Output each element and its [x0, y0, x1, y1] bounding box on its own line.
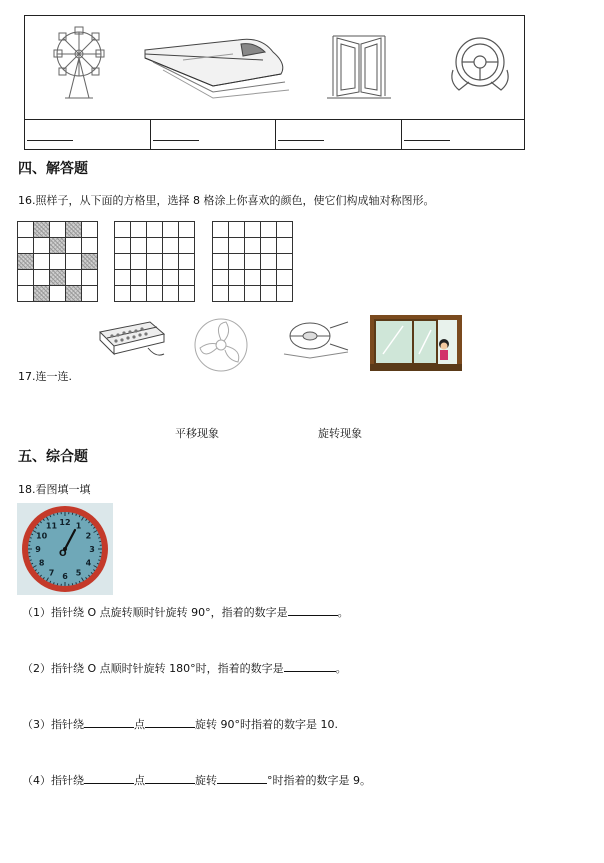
grid-cell[interactable] — [229, 254, 245, 270]
grid-cell[interactable] — [115, 222, 131, 238]
clock-number: 11 — [45, 521, 58, 531]
clock-tick — [98, 538, 100, 539]
clock-tick — [76, 514, 77, 516]
answer-cell[interactable] — [25, 120, 150, 149]
grid-cell[interactable] — [277, 270, 293, 286]
grid-cell[interactable] — [261, 238, 277, 254]
grid-cell[interactable] — [163, 238, 179, 254]
answer-blank[interactable] — [284, 660, 336, 672]
sub-question-4-part3: 旋转 — [195, 774, 217, 787]
sub-question-1 — [22, 604, 349, 620]
grid-cell[interactable] — [213, 222, 229, 238]
clock-tick — [54, 514, 55, 516]
clock-tick — [76, 582, 77, 584]
grid-cell[interactable] — [163, 222, 179, 238]
grid-cell[interactable] — [245, 254, 261, 270]
section-4-heading: 四、解答题 — [18, 161, 88, 177]
grid-cell[interactable] — [147, 222, 163, 238]
sub-question-3-part1: （3）指针绕 — [22, 718, 84, 731]
grid-cell[interactable] — [229, 238, 245, 254]
grid-cell[interactable] — [245, 222, 261, 238]
grid-cell-shaded — [18, 254, 34, 270]
grid-cell-shaded — [34, 222, 50, 238]
grid-cell-shaded — [66, 286, 82, 302]
sub-question-2-end: 。 — [335, 662, 347, 675]
answer-blank — [27, 140, 73, 141]
grid-cell[interactable] — [277, 222, 293, 238]
question-18-text: 18.看图填一填 — [18, 483, 91, 496]
grid-cell[interactable] — [229, 222, 245, 238]
example-grid — [17, 221, 98, 302]
answer-blank — [404, 140, 450, 141]
grid-cell[interactable] — [131, 254, 147, 270]
grid-cell[interactable] — [179, 238, 195, 254]
grid-cell[interactable] — [179, 270, 195, 286]
clock-center-label: O — [59, 549, 67, 559]
answer-blank — [153, 140, 199, 141]
grid-cell[interactable] — [147, 254, 163, 270]
clock-number: 4 — [85, 558, 92, 568]
grid-cell — [66, 238, 82, 254]
picture-row — [25, 16, 524, 120]
grid-cell[interactable] — [179, 254, 195, 270]
ferris-wheel-icon — [47, 24, 111, 104]
grid-cell[interactable] — [163, 286, 179, 302]
clock-number: 7 — [48, 568, 55, 578]
steering-wheel-icon — [280, 318, 350, 362]
grid-cell[interactable] — [115, 286, 131, 302]
grid-cell — [50, 254, 66, 270]
clock-tick — [30, 560, 32, 561]
grid-cell[interactable] — [229, 270, 245, 286]
answer-blank[interactable] — [84, 772, 134, 784]
sub-question-4-part2: 点 — [134, 774, 145, 787]
sliding-window-icon — [369, 314, 463, 372]
blank-grid[interactable] — [212, 221, 293, 302]
grid-cell — [34, 238, 50, 254]
grid-cell — [82, 270, 98, 286]
grid-cell[interactable] — [115, 270, 131, 286]
sub-question-1-end: 。 — [337, 606, 349, 619]
grid-cell[interactable] — [147, 286, 163, 302]
grid-cell[interactable] — [115, 238, 131, 254]
sub-question-3 — [22, 716, 338, 732]
section-5-heading: 五、综合题 — [18, 449, 88, 465]
grid-cell[interactable] — [245, 238, 261, 254]
grid-cell[interactable] — [213, 238, 229, 254]
clock-number: 3 — [89, 545, 95, 554]
grid-cell[interactable] — [245, 286, 261, 302]
grid-cell — [34, 254, 50, 270]
abacus-icon — [98, 318, 166, 364]
grid-cell[interactable] — [131, 238, 147, 254]
answer-blank[interactable] — [288, 604, 338, 616]
grid-cell-shaded — [66, 222, 82, 238]
grid-cell — [18, 286, 34, 302]
answer-blank[interactable] — [217, 772, 267, 784]
grid-cell-shaded — [50, 270, 66, 286]
grid-cell[interactable] — [261, 222, 277, 238]
grid-cell — [50, 286, 66, 302]
grid-cell — [18, 222, 34, 238]
clock-number: 5 — [75, 568, 82, 578]
grid-cell[interactable] — [229, 286, 245, 302]
picture-table — [24, 15, 525, 150]
clock-tick — [98, 560, 100, 561]
grid-cell[interactable] — [115, 254, 131, 270]
grid-cell[interactable] — [277, 238, 293, 254]
grid-cell[interactable] — [261, 254, 277, 270]
grid-cell[interactable] — [277, 286, 293, 302]
blank-grid[interactable] — [114, 221, 195, 302]
answer-blank[interactable] — [84, 716, 134, 728]
grid-cell[interactable] — [131, 286, 147, 302]
clock-number: 6 — [62, 572, 68, 581]
grid-cell — [18, 270, 34, 286]
sub-question-2 — [22, 660, 347, 676]
answer-row — [25, 120, 524, 149]
grid-cell[interactable] — [261, 286, 277, 302]
grid-cell — [18, 238, 34, 254]
clock-number: 8 — [38, 558, 45, 568]
grid-cell — [50, 222, 66, 238]
label-rotation: 旋转现象 — [318, 427, 362, 440]
fan-icon — [192, 316, 250, 374]
label-translation: 平移现象 — [175, 427, 219, 440]
grid-cell[interactable] — [261, 270, 277, 286]
clock-number: 1 — [75, 521, 82, 531]
sub-question-3-part2: 点 — [134, 718, 145, 731]
grid-cell[interactable] — [147, 238, 163, 254]
answer-cell[interactable] — [150, 120, 275, 149]
grid-cell — [34, 270, 50, 286]
sub-question-4-part1: （4）指针绕 — [22, 774, 84, 787]
grid-cell — [82, 238, 98, 254]
steering-wheel-icon — [445, 30, 515, 102]
grid-cell[interactable] — [147, 270, 163, 286]
grid-cell[interactable] — [277, 254, 293, 270]
answer-cell[interactable] — [275, 120, 401, 149]
answer-blank[interactable] — [145, 772, 195, 784]
grid-cell[interactable] — [131, 222, 147, 238]
clock-number: 10 — [36, 531, 48, 541]
bullet-train-icon — [143, 30, 293, 102]
clock-tick — [30, 538, 32, 539]
sub-question-2-text: （2）指针绕 O 点顺时针旋转 180°时，指着的数字是 — [22, 662, 284, 675]
folding-door-icon — [323, 30, 395, 102]
grid-cell[interactable] — [131, 270, 147, 286]
grid-cell-shaded — [50, 238, 66, 254]
grid-cell[interactable] — [213, 286, 229, 302]
grid-cell — [82, 222, 98, 238]
sub-question-4 — [22, 772, 371, 788]
grid-cell[interactable] — [245, 270, 261, 286]
grid-cell[interactable] — [179, 286, 195, 302]
sub-question-4-part4: °时指着的数字是 9。 — [267, 774, 371, 787]
answer-cell[interactable] — [401, 120, 524, 149]
grid-cell — [82, 286, 98, 302]
grid-cell[interactable] — [163, 270, 179, 286]
answer-blank — [278, 140, 324, 141]
question-17-text: 17.连一连. — [18, 370, 72, 383]
grid-cell[interactable] — [179, 222, 195, 238]
grid-cell — [66, 254, 82, 270]
clock-number: 9 — [35, 545, 41, 554]
clock-number: 12 — [59, 518, 71, 527]
grid-cell[interactable] — [163, 254, 179, 270]
grid-cell — [66, 270, 82, 286]
grid-cell[interactable] — [213, 270, 229, 286]
sub-question-1-text: （1）指针绕 O 点旋转顺时针旋转 90°，指着的数字是 — [22, 606, 288, 619]
clock — [17, 503, 113, 595]
answer-blank[interactable] — [145, 716, 195, 728]
grid-cell[interactable] — [213, 254, 229, 270]
clock-number: 2 — [85, 531, 92, 541]
clock-tick — [54, 582, 55, 584]
question-16-text: 16.照样子，从下面的方格里，选择 8 格涂上你喜欢的颜色，使它们构成轴对称图形。 — [18, 194, 435, 207]
sub-question-3-part3: 旋转 90°时指着的数字是 10. — [195, 718, 338, 731]
grid-cell-shaded — [82, 254, 98, 270]
grid-cell-shaded — [34, 286, 50, 302]
